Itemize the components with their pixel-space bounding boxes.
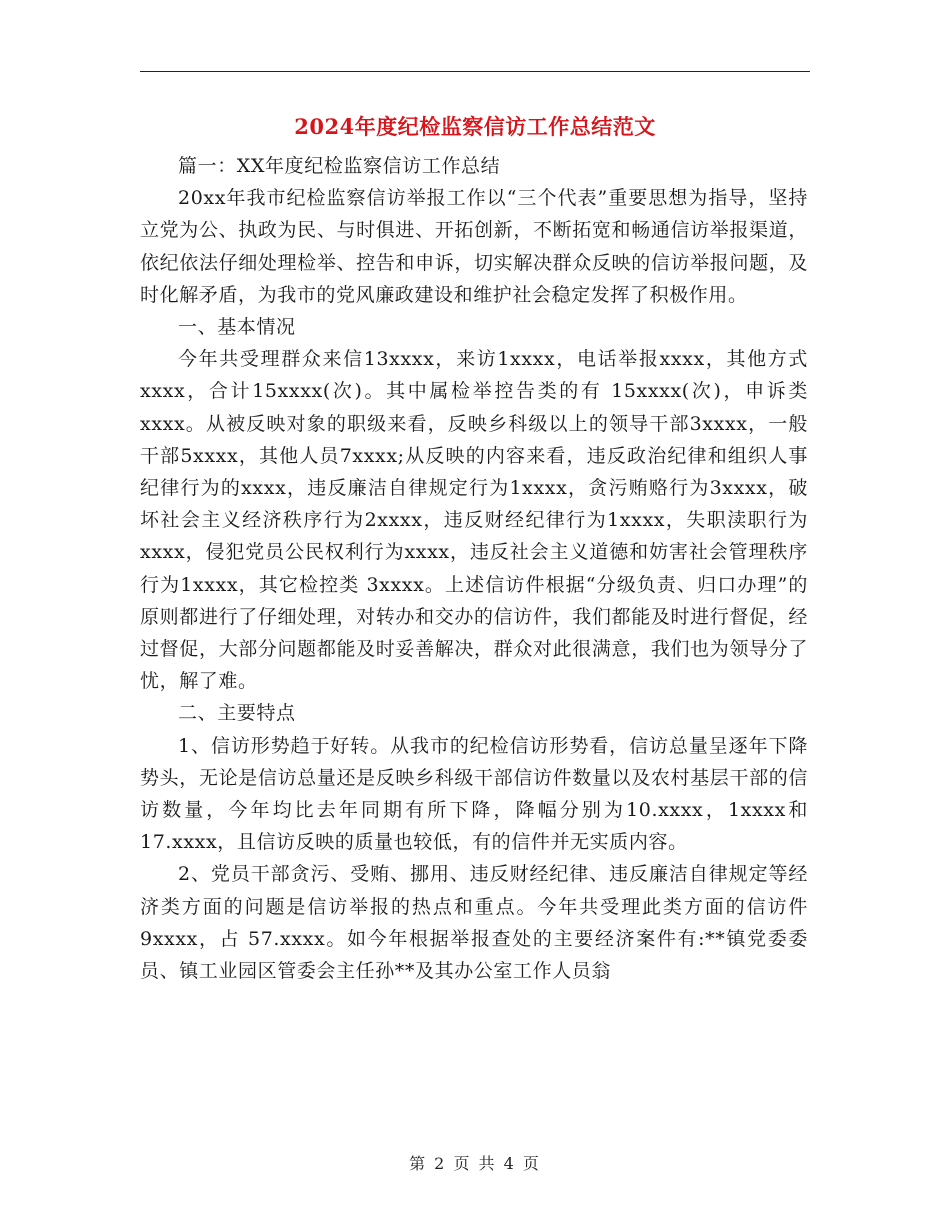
section-heading: 篇一：XX年度纪检监察信访工作总结 <box>178 155 501 177</box>
body-paragraph: 2、党员干部贪污、受贿、挪用、违反财经纪律、违反廉洁自律规定等经济类方面的问题是信访举报的热点和重点。今年共受理此类方面的信访件9xxxx，占 57.xxxx。如今年根据举报查处的主要经济案件有:**镇党委委员、镇工业园区管委会主任孙**及其办公室工作人员翁 <box>140 863 808 983</box>
body-paragraph: 20xx年我市纪检监察信访举报工作以“三个代表”重要思想为指导，坚持立党为公、执政为民、与时俱进、开拓创新，不断拓宽和畅通信访举报渠道，依纪依法仔细处理检举、控告和申诉，切实解决群众反映的信访举报问题，及时化解矛盾，为我市的党风廉政建设和维护社会稳定发挥了积极作用。 <box>140 187 808 306</box>
section-heading: 一、基本情况 <box>178 316 296 339</box>
document-title: 2024年度纪检监察信访工作总结范文 <box>294 114 656 139</box>
header-rule <box>140 71 810 72</box>
section-heading: 二、主要特点 <box>178 702 296 725</box>
page-footer <box>0 1152 950 1176</box>
document-body <box>140 150 808 987</box>
body-paragraph: 1、信访形势趋于好转。从我市的纪检信访形势看，信访总量呈逐年下降势头，无论是信访总量还是反映乡科级干部信访件数量以及农村基层干部的信访数量，今年均比去年同期有所下降，降幅分别为10.xxxx，1xxxx和17.xxxx，且信访反映的质量也较低，有的信件并无实质内容。 <box>140 734 808 854</box>
page-number: 第 2 页 共 4 页 <box>409 1154 541 1173</box>
body-paragraph: 今年共受理群众来信13xxxx，来访1xxxx，电话举报xxxx，其他方式xxxx，合计15xxxx(次)。其中属检举控告类的有 15xxxx(次)，申诉类xxxx。从被反映对象的职级来看，反映乡科级以上的领导干部3xxxx，一般干部5xxxx，其他人员7xxxx;从反映的内容来看，违反政治纪律和组织人事纪律行为的xxxx，违反廉洁自律规定行为1xxxx，贪污贿赂行为3xxxx，破坏社会主义经济秩序行为2xxxx，违反财经纪律行为1xxxx，失职渎职行为xxxx，侵犯党员公民权利行为xxxx，违反社会主义道德和妨害社会管理秩序行为1xxxx，其它检控类 3xxxx。上述信访件根据“分级负责、归口办理”的原则都进行了仔细处理，对转办和交办的信访件，我们都能及时进行督促，经过督促，大部分问题都能及时妥善解决，群众对此很满意，我们也为领导分了忧，解了难。 <box>140 348 808 693</box>
